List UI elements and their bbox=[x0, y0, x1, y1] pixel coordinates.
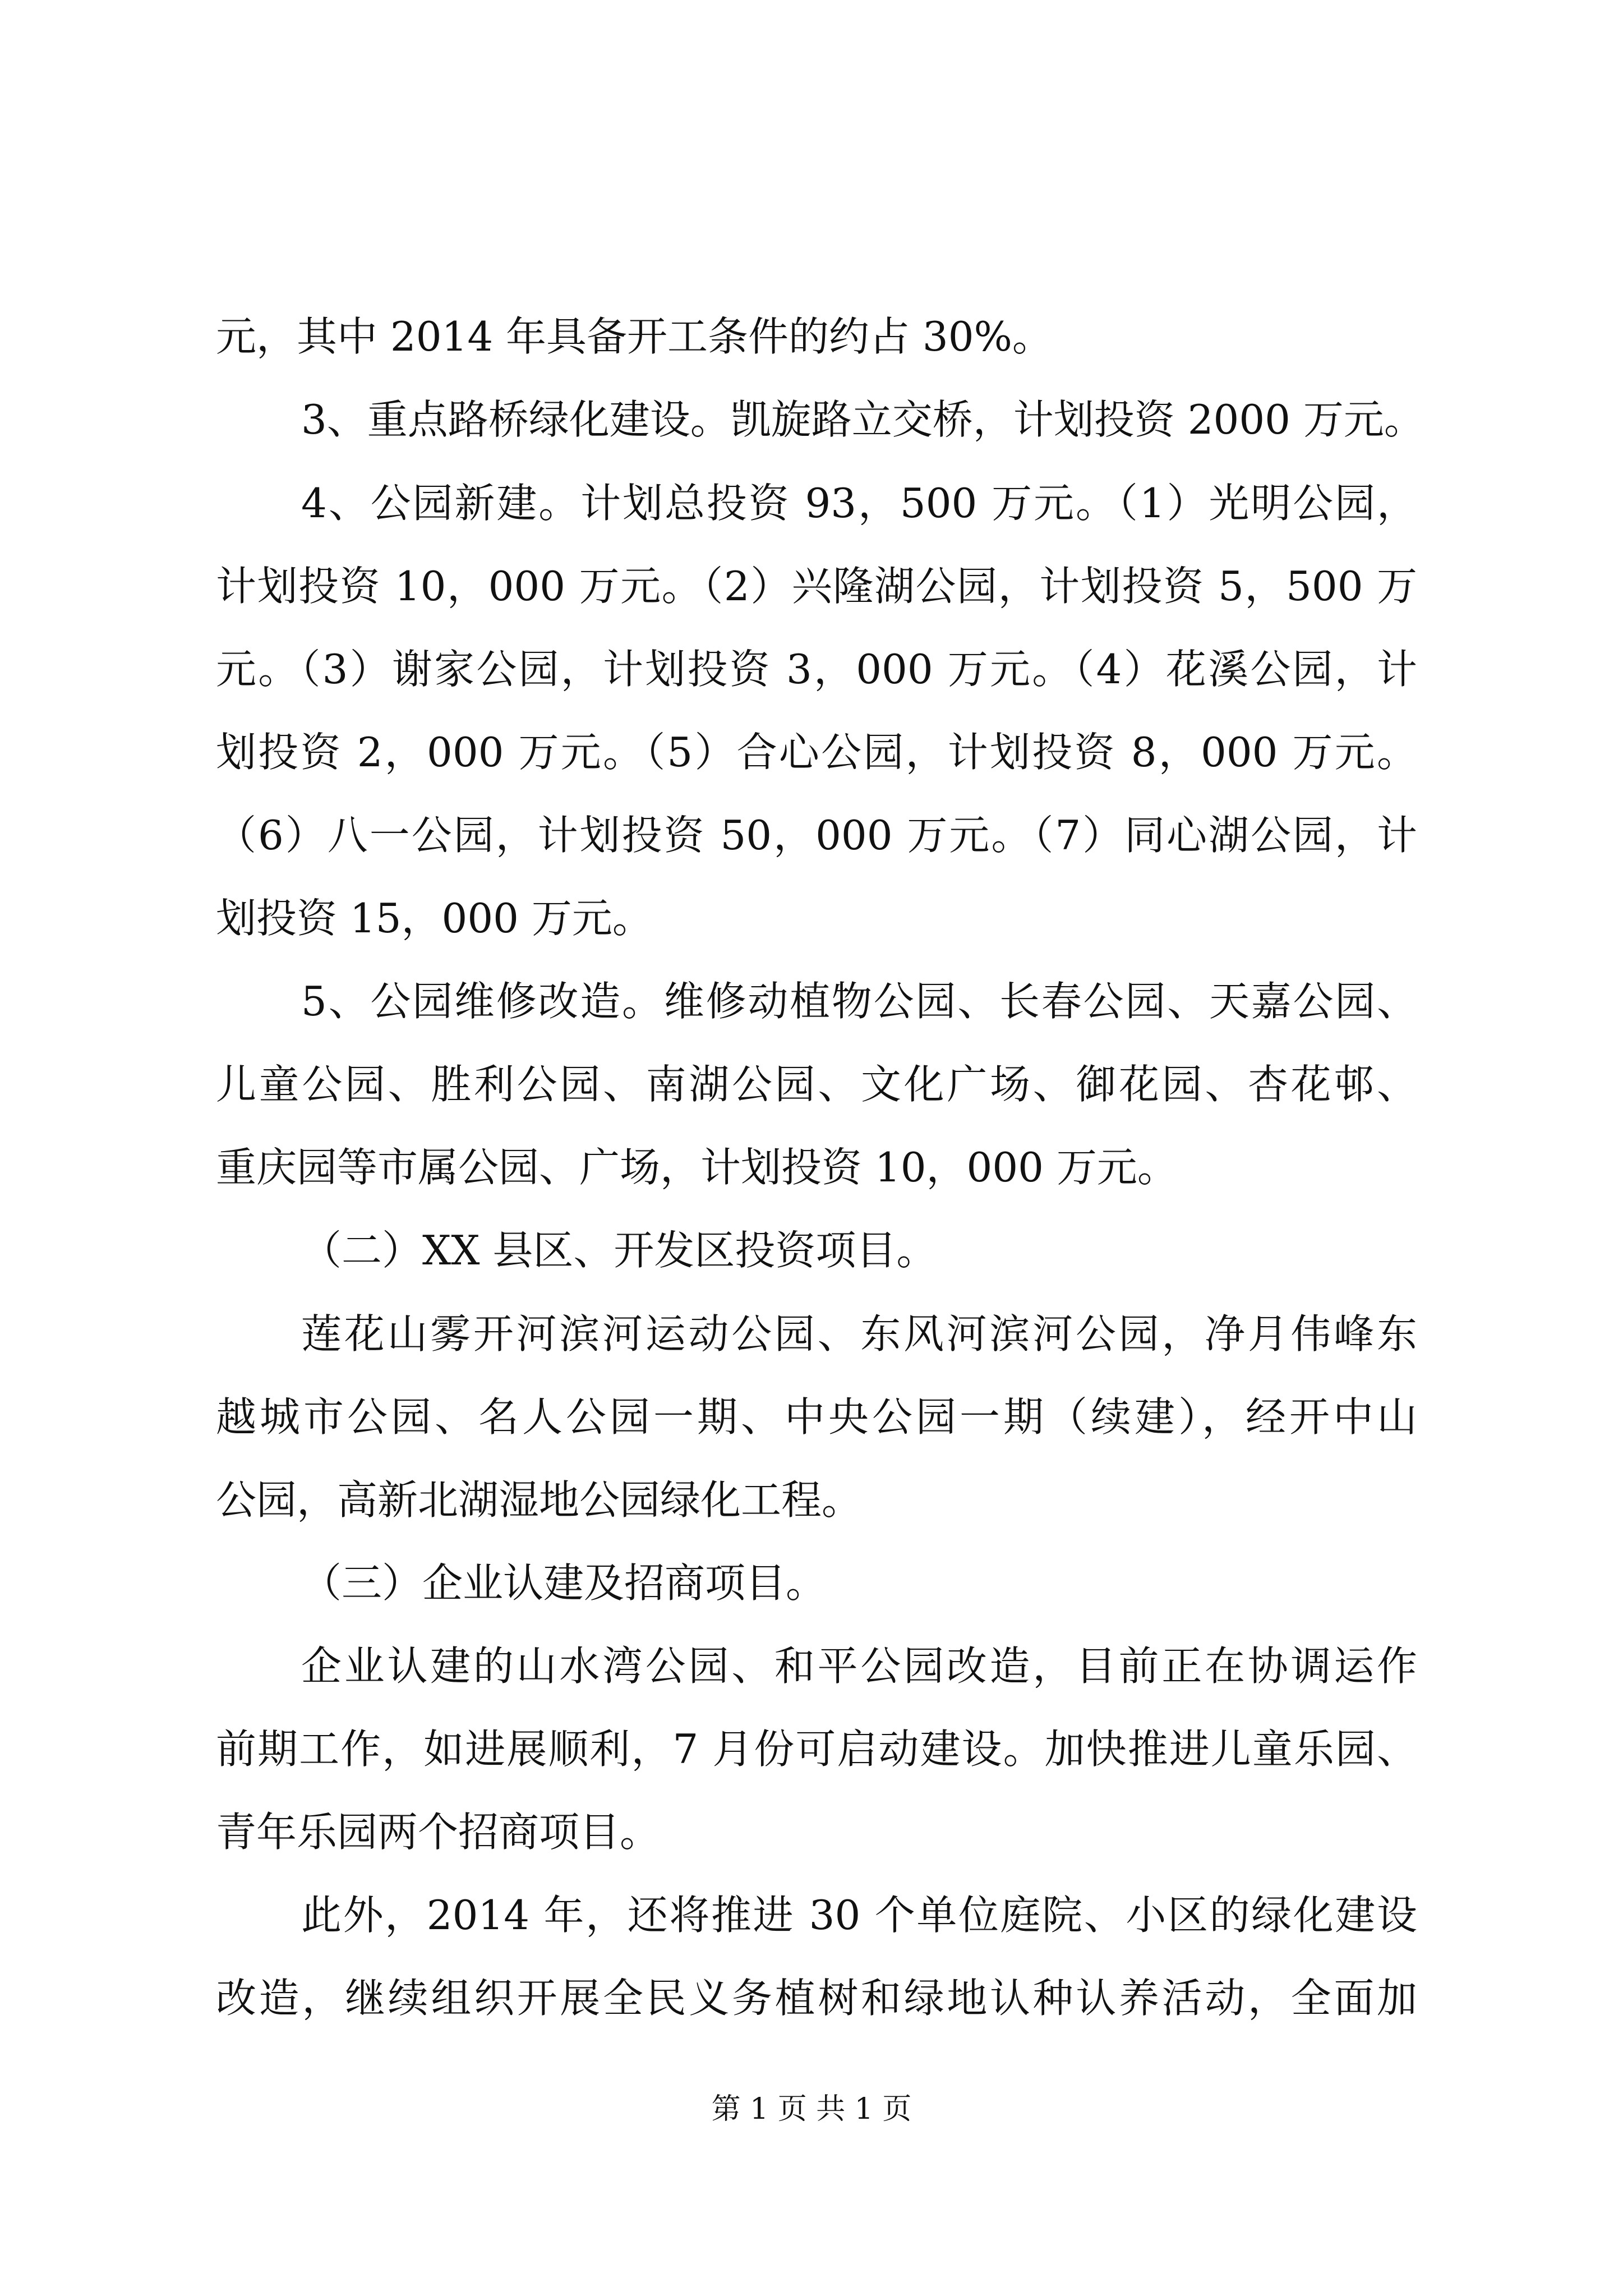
text-line-18: 前期工作，如进展顺利，7 月份可启动建设。加快推进儿童乐园、 bbox=[216, 1726, 1417, 1773]
text-line-13: 莲花山雾开河滨河运动公园、东风河滨河公园，净月伟峰东 bbox=[301, 1310, 1417, 1358]
text-line-7: （6）八一公园，计划投资 50，000 万元。（7）同心湖公园，计 bbox=[216, 812, 1417, 859]
text-line-11: 重庆园等市属公园、广场，计划投资 10，000 万元。 bbox=[216, 1144, 1178, 1191]
text-line-20: 此外，2014 年，还将推进 30 个单位庭院、小区的绿化建设 bbox=[301, 1892, 1417, 1939]
text-line-17: 企业认建的山水湾公园、和平公园改造，目前正在协调运作 bbox=[301, 1642, 1417, 1690]
text-line-2: 3、重点路桥绿化建设。凯旋路立交桥，计划投资 2000 万元。 bbox=[301, 396, 1424, 443]
text-line-6: 划投资 2，000 万元。（5）合心公园，计划投资 8，000 万元。 bbox=[216, 729, 1417, 776]
text-line-10: 儿童公园、胜利公园、南湖公园、文化广场、御花园、杏花邨、 bbox=[216, 1061, 1417, 1108]
section-heading-2: （二）XX 县区、开发区投资项目。 bbox=[301, 1227, 937, 1274]
text-line-9: 5、公园维修改造。维修动植物公园、长春公园、天嘉公园、 bbox=[301, 978, 1417, 1025]
text-line-8: 划投资 15，000 万元。 bbox=[216, 895, 653, 942]
page-footer: 第 1 页 共 1 页 bbox=[711, 2092, 912, 2126]
text-line-5: 元。（3）谢家公园，计划投资 3，000 万元。（4）花溪公园，计 bbox=[216, 646, 1417, 693]
text-line-21: 改造，继续组织开展全民义务植树和绿地认种认养活动，全面加 bbox=[216, 1975, 1417, 2022]
section-heading-3: （三）企业认建及招商项目。 bbox=[301, 1559, 827, 1607]
text-line-14: 越城市公园、名人公园一期、中央公园一期（续建），经开中山 bbox=[216, 1393, 1417, 1441]
text-line-3: 4、公园新建。计划总投资 93，500 万元。（1）光明公园， bbox=[301, 480, 1417, 527]
text-line-1: 元，其中 2014 年具备开工条件的约占 30%。 bbox=[216, 313, 1053, 360]
text-line-4: 计划投资 10，000 万元。（2）兴隆湖公园，计划投资 5，500 万 bbox=[216, 563, 1417, 610]
text-line-19: 青年乐园两个招商项目。 bbox=[216, 1809, 661, 1856]
text-line-15: 公园，高新北湖湿地公园绿化工程。 bbox=[216, 1476, 863, 1524]
